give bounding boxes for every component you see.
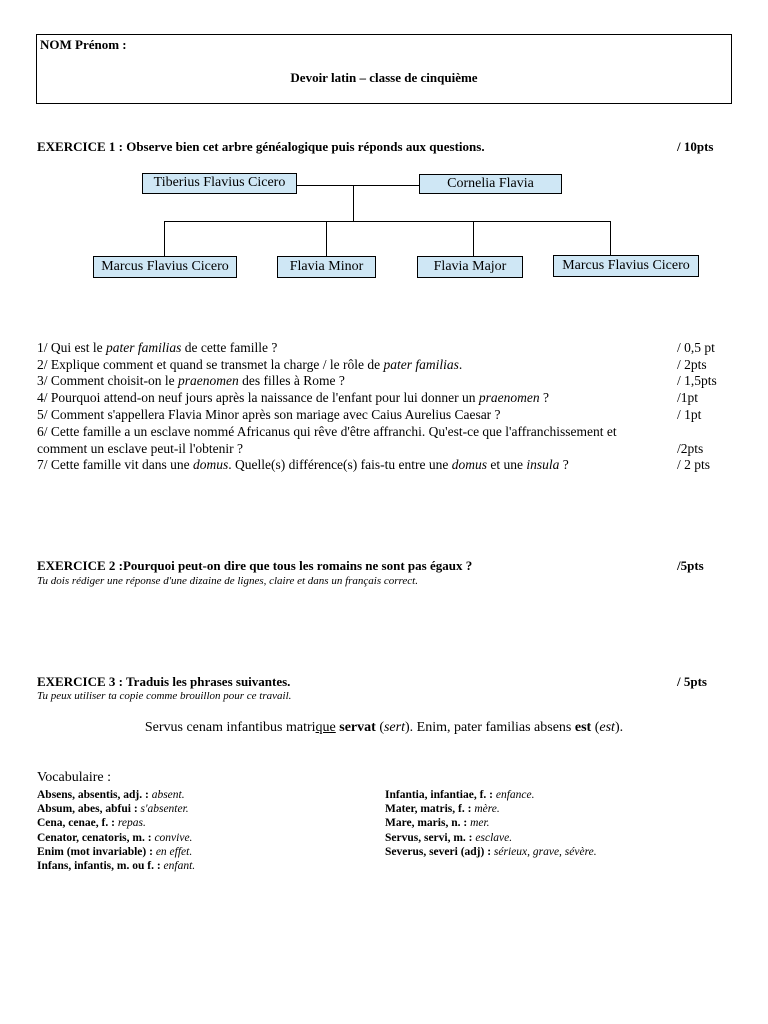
vocab-entry: Absum, abes, abfui : s'absenter.	[37, 803, 189, 816]
vocab-entry: Absens, absentis, adj. : absent.	[37, 789, 185, 801]
assignment-title: Devoir latin – classe de cinquième	[290, 70, 478, 85]
question-points: / 1pt	[677, 407, 702, 422]
tree-drop-line	[473, 221, 474, 256]
question-item: 5/ Comment s'appellera Flavia Minor après son mariage avec Caius Aurelius Caesar ?	[37, 407, 501, 422]
question-points: / 0,5 pt	[677, 340, 715, 355]
question-item: 6/ Cette famille a un esclave nommé Africanus qui rêve d'être affranchi. Qu'est-ce que l'affranchissement et	[37, 424, 617, 439]
question-item: 4/ Pourquoi attend-on neuf jours après la naissance de l'enfant pour lui donner un praenomen ?	[37, 390, 549, 405]
question-points: / 2 pts	[677, 457, 711, 472]
vocabulary-title: Vocabulaire :	[37, 770, 111, 785]
question-item: 7/ Cette famille vit dans une domus. Quelle(s) différence(s) fais-tu entre une domus et une insula ?	[37, 457, 569, 472]
tree-trunk-line	[353, 185, 354, 221]
exercise1-points: / 10pts	[677, 139, 714, 154]
exercise2-instruction: Tu dois rédiger une réponse d'une dizaine de lignes, claire et dans un français correct.	[37, 575, 418, 587]
vocab-entry: Servus, servi, m. : esclave.	[385, 831, 513, 844]
vocab-entry: Mater, matris, f. : mère.	[385, 803, 500, 816]
vocab-entry: Cena, cenae, f. : repas.	[37, 817, 146, 830]
question-points: / 1,5pts	[677, 373, 717, 388]
vocabulary-left	[37, 788, 195, 873]
vocab-entry: Enim (mot invariable) : en effet.	[37, 845, 193, 858]
tree-node-father: Tiberius Flavius Cicero	[142, 173, 297, 194]
vocab-entry: Infantia, infantiae, f. : enfance.	[385, 789, 535, 801]
exercise3-instruction: Tu peux utiliser ta copie comme brouillon pour ce travail.	[37, 690, 292, 702]
latin-sentence: Servus cenam infantibus matrique servat (sert). Enim, pater familias absens est (est).	[144, 720, 624, 735]
exercise3-heading: EXERCICE 3 : Traduis les phrases suivantes.	[37, 674, 291, 689]
exercise2-points: /5pts	[677, 558, 704, 573]
vocab-entry: Cenator, cenatoris, m. : convive.	[37, 831, 193, 844]
vocab-entry: Infans, infantis, m. ou f. : enfant.	[37, 860, 196, 873]
name-label: NOM Prénom :	[40, 37, 127, 52]
tree-node-child: Flavia Minor	[277, 256, 376, 278]
tree-children-bar	[164, 221, 611, 222]
tree-node-child: Flavia Major	[417, 256, 523, 278]
tree-node-child: Marcus Flavius Cicero	[93, 256, 237, 278]
question-points: /1pt	[677, 390, 699, 405]
question-item: 1/ Qui est le pater familias de cette famille ?	[37, 340, 278, 355]
tree-drop-line	[326, 221, 327, 256]
question-item: comment un esclave peut-il l'obtenir ?	[37, 441, 243, 456]
tree-node-child: Marcus Flavius Cicero	[553, 255, 699, 277]
exercise2-heading: EXERCICE 2 :Pourquoi peut-on dire que tous les romains ne sont pas égaux ?	[37, 558, 473, 573]
tree-node-mother: Cornelia Flavia	[419, 174, 562, 194]
question-points: /2pts	[677, 441, 704, 456]
question-item: 3/ Comment choisit-on le praenomen des filles à Rome ?	[37, 373, 345, 388]
tree-drop-line	[164, 221, 165, 256]
header-box	[36, 34, 732, 104]
question-item: 2/ Explique comment et quand se transmet la charge / le rôle de pater familias.	[37, 357, 463, 372]
vocab-entry: Severus, severi (adj) : sérieux, grave, sévère.	[385, 845, 597, 858]
tree-marriage-line	[297, 185, 419, 186]
tree-drop-line	[610, 221, 611, 255]
exercise3-points: / 5pts	[677, 674, 707, 689]
vocabulary-right	[385, 788, 597, 859]
question-points: / 2pts	[677, 357, 707, 372]
exercise1-heading: EXERCICE 1 : Observe bien cet arbre généalogique puis réponds aux questions.	[37, 139, 485, 154]
vocab-entry: Mare, maris, n. : mer.	[385, 817, 490, 830]
